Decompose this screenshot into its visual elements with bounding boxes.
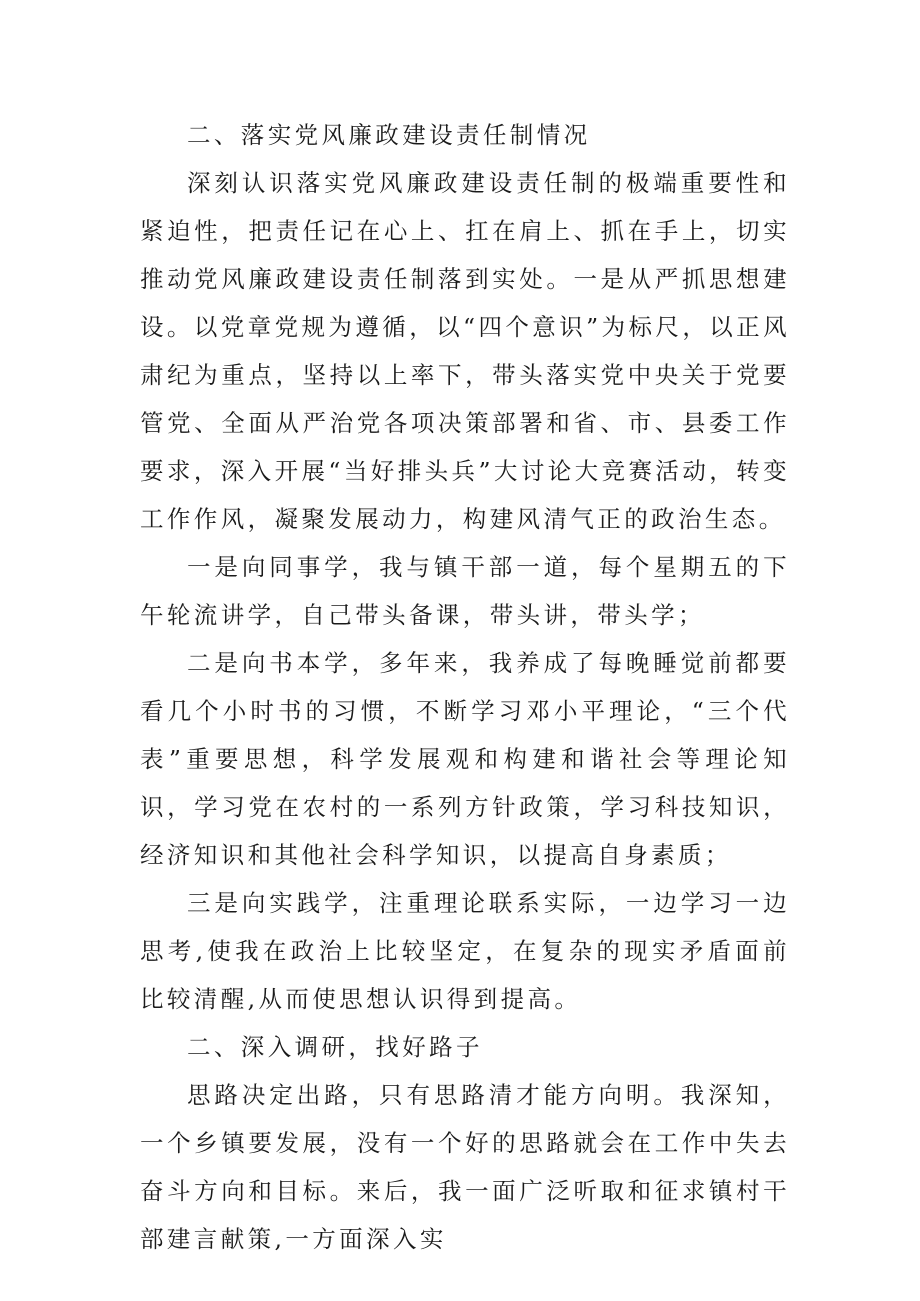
document-body (140, 111, 790, 1263)
paragraph-responsibility: 深刻认识落实党风廉政建设责任制的极端重要性和紧迫性，把责任记在心上、扛在肩上、抓在手上，切实推动党风廉政建设责任制落到实处。一是从严抓思想建设。以党章党规为遵循，以“四个意识”为标尺，以正风肃纪为重点，坚持以上率下，带头落实党中央关于党要管党、全面从严治党各项决策部署和省、市、县委工作要求，深入开展“当好排头兵”大讨论大竞赛活动，转变工作作风，凝聚发展动力，构建风清气正的政治生态。 (140, 169, 790, 533)
paragraph-research: 思路决定出路，只有思路清才能方向明。我深知，一个乡镇要发展，没有一个好的思路就会在工作中失去奋斗方向和目标。来后，我一面广泛听取和征求镇村干部建言献策,一方面深入实 (140, 1081, 790, 1253)
paragraph-learn-colleagues: 一是向同事学，我与镇干部一道，每个星期五的下午轮流讲学，自己带头备课，带头讲，带头学； (140, 553, 790, 629)
section-heading-1: 二、落实党风廉政建设责任制情况 (187, 121, 591, 149)
section-heading-2: 二、深入调研，找好路子 (187, 1033, 483, 1061)
paragraph-learn-practice: 三是向实践学，注重理论联系实际，一边学习一边思考,使我在政治上比较坚定，在复杂的现实矛盾面前比较清醒,从而使思想认识得到提高。 (140, 889, 790, 1013)
paragraph-learn-books: 二是向书本学，多年来，我养成了每晚睡觉前都要看几个小时书的习惯，不断学习邓小平理论，“三个代表”重要思想，科学发展观和构建和谐社会等理论知识，学习党在农村的一系列方针政策，学习科技知识，经济知识和其他社会科学知识，以提高自身素质； (140, 649, 790, 869)
